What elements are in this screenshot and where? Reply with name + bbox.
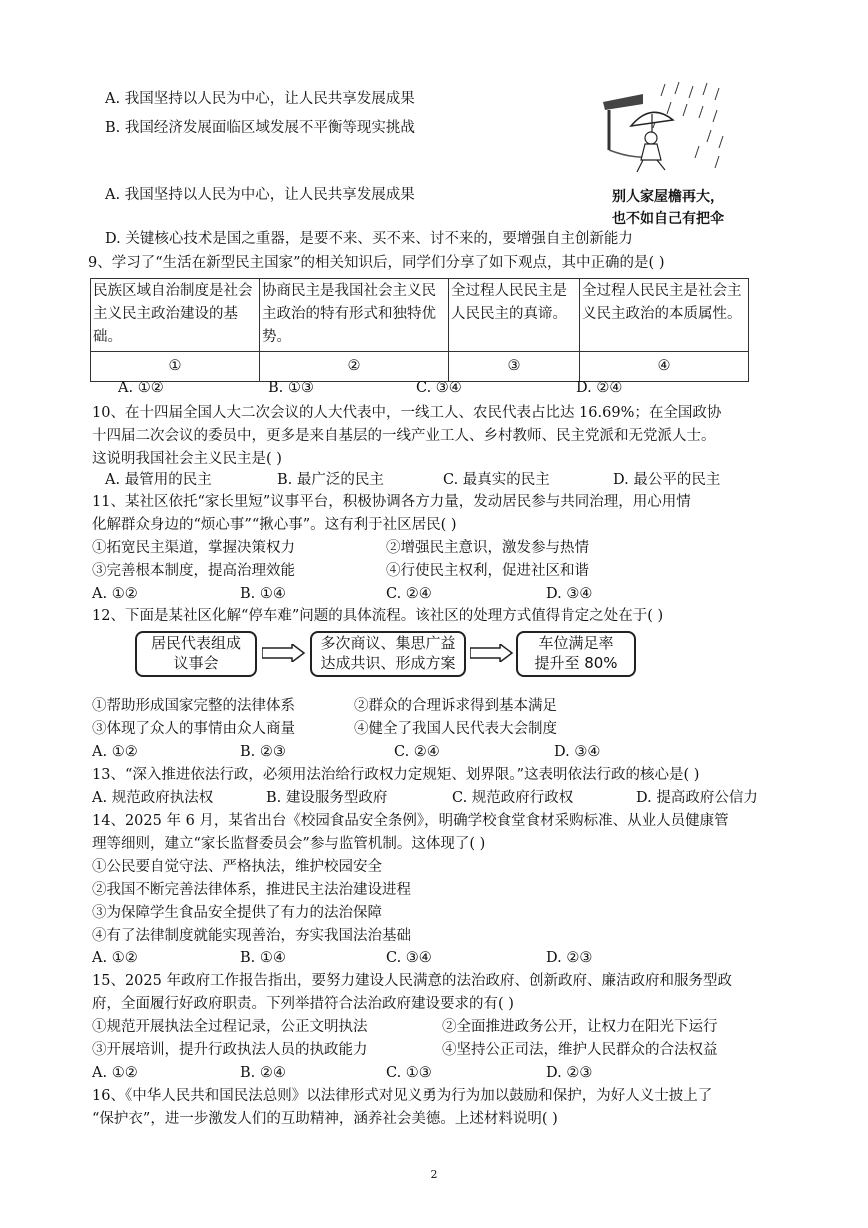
option-c[interactable]: C. ③④ bbox=[386, 950, 432, 966]
question-10-stem: 这说明我国社会主义民主是( ) bbox=[92, 451, 282, 467]
table-cell-number: ④ bbox=[580, 352, 749, 382]
flow-step-text: 多次商议、集思广益 bbox=[320, 634, 456, 652]
question-15-stem: 府，全面履行好政府职责。下列举措符合法治政府建设要求的有( ) bbox=[92, 996, 514, 1012]
option-c[interactable]: C. 最真实的民主 bbox=[443, 472, 550, 488]
question-10-stem: 十四届二次会议的委员中，更多是来自基层的一线产业工人、乡村教师、民主党派和无党派人士。 bbox=[92, 428, 716, 444]
option-d[interactable]: D. ②③ bbox=[546, 1065, 593, 1081]
statement-4: ④坚持公正司法，维护人民群众的合法权益 bbox=[442, 1042, 718, 1058]
option-d[interactable]: D. 最公平的民主 bbox=[613, 472, 721, 488]
statement-1: ①帮助形成国家完整的法律体系 bbox=[92, 698, 295, 714]
table-cell: 民族区域自治制度是社会主义民主政治建设的基础。 bbox=[91, 279, 260, 352]
option-a[interactable]: A. ①② bbox=[92, 1065, 138, 1081]
option-c[interactable]: C. ②④ bbox=[386, 586, 432, 602]
question-11-stem: 11、某社区依托“家长里短”议事平台，积极协调各方力量，发动居民参与共同治理，用心用情 bbox=[92, 494, 691, 510]
table-cell: 全过程人民民主是社会主义民主政治的本质属性。 bbox=[580, 279, 749, 352]
page-number: 2 bbox=[430, 1168, 438, 1181]
option-c[interactable]: C. ③④ bbox=[416, 380, 462, 396]
arrow-right-icon bbox=[470, 644, 514, 662]
option-a[interactable]: A. 最管用的民主 bbox=[105, 472, 212, 488]
option-line: B. 我国经济发展面临区域发展不平衡等现实挑战 bbox=[105, 120, 415, 136]
statement-3: ③完善根本制度，提高治理效能 bbox=[92, 563, 295, 579]
question-14-stem: 理等细则，建立“家长监督委员会”参与监管机制。这体现了( ) bbox=[92, 836, 486, 852]
option-b[interactable]: B. 建设服务型政府 bbox=[266, 790, 388, 806]
statement-1: ①规范开展执法全过程记录，公正文明执法 bbox=[92, 1019, 368, 1035]
option-d[interactable]: D. ③④ bbox=[546, 586, 593, 602]
flow-step-text: 达成共识、形成方案 bbox=[320, 654, 456, 672]
question-9-stem: 9、学习了“生活在新型民主国家”的相关知识后，同学们分享了如下观点，其中正确的是( ) bbox=[88, 255, 665, 271]
statement-2: ②全面推进政务公开，让权力在阳光下运行 bbox=[442, 1019, 718, 1035]
question-16-stem: 16、《中华人民共和国民法总则》以法律形式对见义勇为行为加以鼓励和保护，为好人义士披上了 bbox=[92, 1088, 713, 1104]
question-10-stem: 10、在十四届全国人大二次会议的人大代表中，一线工人、农民代表占比达 16.69%；在全国政协 bbox=[92, 405, 722, 421]
q9-viewpoint-table bbox=[90, 278, 749, 382]
cartoon-caption-line2: 也不如自己有把伞 bbox=[612, 211, 724, 227]
option-d[interactable]: D. ③④ bbox=[554, 744, 601, 760]
table-cell-number: ② bbox=[260, 352, 449, 382]
option-b[interactable]: B. ①③ bbox=[268, 380, 314, 396]
table-cell-number: ③ bbox=[449, 352, 580, 382]
statement-4: ④健全了我国人民代表大会制度 bbox=[354, 721, 557, 737]
option-b[interactable]: B. ①④ bbox=[240, 586, 286, 602]
flow-step-text: 居民代表组成 bbox=[150, 634, 241, 652]
statement-3: ③为保障学生食品安全提供了有力的法治保障 bbox=[92, 905, 382, 921]
question-11-stem: 化解群众身边的“烦心事”“揪心事”。这有利于社区居民( ) bbox=[92, 517, 457, 533]
option-d[interactable]: D. ②④ bbox=[576, 380, 623, 396]
option-d[interactable]: D. 提高政府公信力 bbox=[636, 790, 758, 806]
option-line: D. 关键核心技术是国之重器，是要不来、买不来、讨不来的，要增强自主创新能力 bbox=[105, 231, 633, 247]
statement-3: ③体现了众人的事情由众人商量 bbox=[92, 721, 295, 737]
table-cell: 协商民主是我国社会主义民主政治的特有形式和独特优势。 bbox=[260, 279, 449, 352]
statement-4: ④行使民主权利，促进社区和谐 bbox=[386, 563, 589, 579]
statement-4: ④有了法律制度就能实现善治，夯实我国法治基础 bbox=[92, 928, 411, 944]
option-b[interactable]: B. ②③ bbox=[240, 744, 286, 760]
option-c[interactable]: C. ②④ bbox=[394, 744, 440, 760]
arrow-right-icon bbox=[262, 644, 306, 662]
option-b[interactable]: B. ①④ bbox=[240, 950, 286, 966]
statement-1: ①公民要自觉守法、严格执法，维护校园安全 bbox=[92, 859, 382, 875]
option-b[interactable]: B. ②④ bbox=[240, 1065, 286, 1081]
flow-step-1 bbox=[135, 631, 257, 677]
table-cell-number: ① bbox=[91, 352, 260, 382]
flow-step-text: 车位满足率 bbox=[538, 634, 614, 652]
option-b[interactable]: B. 最广泛的民主 bbox=[277, 472, 384, 488]
flow-step-text: 提升至 80% bbox=[534, 654, 618, 672]
question-12-stem: 12、下面是某社区化解“停车难”问题的具体流程。该社区的处理方式值得肯定之处在于( ) bbox=[92, 608, 664, 624]
option-a[interactable]: A. ①② bbox=[92, 744, 138, 760]
option-a[interactable]: A. ①② bbox=[92, 950, 138, 966]
option-a[interactable]: A. 规范政府执法权 bbox=[92, 790, 214, 806]
cartoon-caption-line1: 别人家屋檐再大， bbox=[612, 189, 724, 205]
option-a[interactable]: A. ①② bbox=[92, 586, 138, 602]
statement-1: ①拓宽民主渠道，掌握决策权力 bbox=[92, 540, 295, 556]
question-15-stem: 15、2025 年政府工作报告指出，要努力建设人民满意的法治政府、创新政府、廉洁政府和服务型政 bbox=[92, 973, 732, 989]
option-d[interactable]: D. ②③ bbox=[546, 950, 593, 966]
umbrella-cartoon-image bbox=[595, 80, 735, 180]
option-c[interactable]: C. 规范政府行政权 bbox=[452, 790, 574, 806]
table-cell: 全过程人民民主是人民民主的真谛。 bbox=[449, 279, 580, 352]
option-c[interactable]: C. ①③ bbox=[386, 1065, 432, 1081]
question-16-stem: “保护衣”，进一步激发人们的互助精神，涵养社会美德。上述材料说明( ) bbox=[92, 1111, 558, 1127]
flow-step-3 bbox=[516, 631, 636, 677]
statement-3: ③开展培训，提升行政执法人员的执政能力 bbox=[92, 1042, 368, 1058]
statement-2: ②我国不断完善法律体系，推进民主法治建设进程 bbox=[92, 882, 411, 898]
flow-step-text: 议事会 bbox=[173, 654, 219, 672]
option-line: A. 我国坚持以人民为中心，让人民共享发展成果 bbox=[105, 187, 415, 203]
question-13-stem: 13、“深入推进依法行政，必须用法治给行政权力定规矩、划界限。”这表明依法行政的核心是( ) bbox=[92, 767, 700, 783]
question-14-stem: 14、2025 年 6 月，某省出台《校园食品安全条例》，明确学校食堂食材采购标准、从业人员健康管 bbox=[92, 813, 729, 829]
flow-step-2 bbox=[310, 631, 466, 677]
option-line: A. 我国坚持以人民为中心，让人民共享发展成果 bbox=[105, 91, 415, 107]
statement-2: ②群众的合理诉求得到基本满足 bbox=[354, 698, 557, 714]
statement-2: ②增强民主意识，激发参与热情 bbox=[386, 540, 589, 556]
option-a[interactable]: A. ①② bbox=[118, 380, 164, 396]
